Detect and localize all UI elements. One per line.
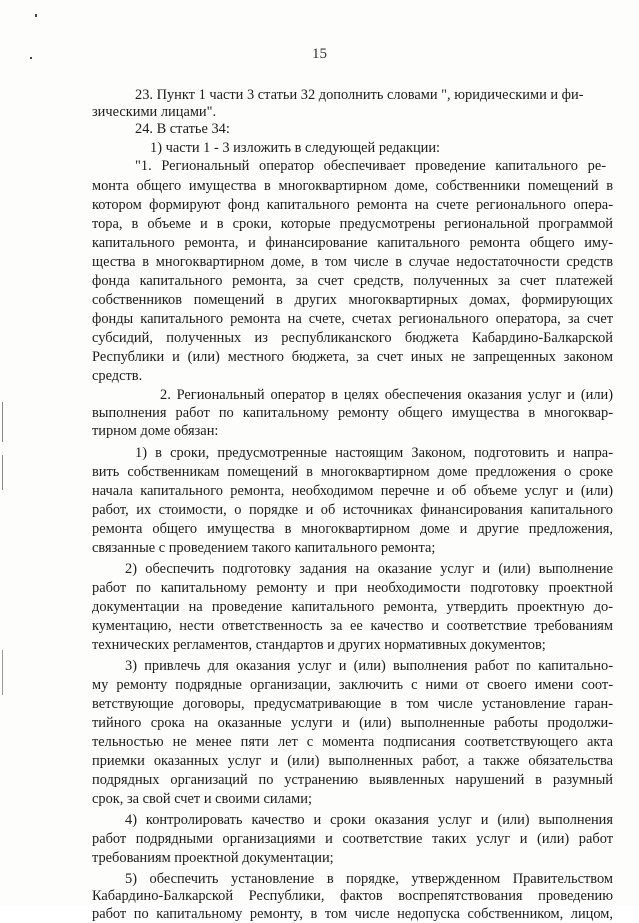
text-line: средств. (92, 368, 143, 384)
text-line: тельностью не менее пяти лет с момента подписания соответствующего акта (92, 734, 613, 750)
scan-speck (2, 402, 3, 442)
text-line: ветствующие договоры, предусматривающие в том числе установление гаран- (92, 696, 613, 712)
text-line: капитального ремонта, и финансирование капитального ремонта общего иму- (92, 235, 613, 251)
text-line: 4) контролировать качество и сроки оказания услуг и (или) выполнения (125, 812, 613, 828)
text-line: му ремонту подрядные организации, заключить с ними от своего имени соот- (92, 677, 613, 693)
scan-speck (2, 455, 3, 490)
text-line: вить собственникам помещений в многоквартирном доме предложения о сроке (92, 464, 613, 480)
text-line: ремонта общего имущества в многоквартирном доме и другие предложения, (92, 521, 613, 537)
scan-speck (35, 14, 37, 17)
text-line: 1) в сроки, предусмотренные настоящим Законом, подготовить и напра- (135, 445, 613, 461)
text-line: 1) части 1 - 3 изложить в следующей редакции: (150, 140, 441, 156)
text-line: 5) обеспечить установление в порядке, утвержденном Правительством (125, 871, 613, 887)
text-line: "1. Региональный оператор обеспечивает проведение капитального ре- (135, 158, 606, 174)
text-line: щества в многоквартирном доме, в том числе в случае недостаточности средств (92, 254, 613, 270)
text-line: приемки оказанных услуг и (или) выполненных работ, а также обязательства (92, 753, 613, 769)
text-line: фонды капитального ремонта на счете, счетах регионального оператора, за счет (92, 311, 613, 327)
text-line: Республики и (или) местного бюджета, за счет иных не запрещенных законом (92, 349, 613, 365)
text-line: работ по капитальному ремонту, в том числе недопуска собственником, лицом, (92, 906, 613, 922)
text-line: 23. Пункт 1 части 3 статьи 32 дополнить словами ", юридическими и фи- (135, 87, 584, 103)
text-line: кументацию, нести ответственность за ее качество и соответствие требованиям (92, 618, 613, 634)
page-number: 15 (312, 46, 327, 62)
text-line: технических регламентов, стандартов и других нормативных документов; (92, 637, 546, 653)
text-line: работ подрядными организациями и соответствие таких услуг и (или) работ (92, 831, 613, 847)
text-line: документации на проведение капитального ремонта, утвердить проектную до- (92, 599, 613, 615)
text-line: 3) привлечь для оказания услуг и (или) выполнения работ по капитально- (125, 658, 613, 674)
text-line: 2) обеспечить подготовку задания на оказание услуг и (или) выполнение (125, 561, 613, 577)
text-line: работ, их стоимости, о порядке и об источниках финансирования капитального (92, 502, 613, 518)
text-line: связанные с проведением такого капитального ремонта; (92, 540, 436, 556)
text-line: монта общего имущества в многоквартирном доме, собственники помещений в (92, 178, 613, 194)
text-line: начала капитального ремонта, необходимом перечне и об объеме услуг и (или) (92, 483, 613, 499)
text-line: котором формируют фонд капитального ремонта на счете регионального опера- (92, 197, 613, 213)
text-line: собственников помещений в других многоквартирных домах, формирующих (92, 292, 613, 308)
text-line: срок, за свой счет и своими силами; (92, 791, 312, 807)
text-line: работ по капитальному ремонту и при необходимости подготовку проектной (92, 580, 613, 596)
text-line: тирном доме обязан: (92, 423, 219, 439)
text-line: фонда капитального ремонта, за счет средств, полученных за счет платежей (92, 273, 613, 289)
text-line: 2. Региональный оператор в целях обеспечения оказания услуг и (или) (160, 387, 613, 403)
text-line: выполнения работ по капитальному ремонту общего имущества в многоквар- (92, 405, 613, 421)
text-line: подрядных организаций по устранению выявленных нарушений в разумный (92, 772, 613, 788)
text-line: требованиям проектной документации; (92, 850, 334, 866)
scan-speck (2, 650, 3, 695)
text-line: тийного срока на оказанные услуги и (или) выполненные работы продолжи- (92, 715, 613, 731)
text-line: Кабардино-Балкарской Республики, фактов воспрепятствования проведению (92, 888, 613, 904)
text-line: субсидий, полученных из республиканского бюджета Кабардино-Балкарской (92, 330, 613, 346)
text-line: 24. В статье 34: (135, 121, 230, 137)
text-line: зическими лицами". (92, 104, 217, 120)
text-line: тора, в объеме и в сроки, которые предусмотрены региональной программой (92, 216, 613, 232)
